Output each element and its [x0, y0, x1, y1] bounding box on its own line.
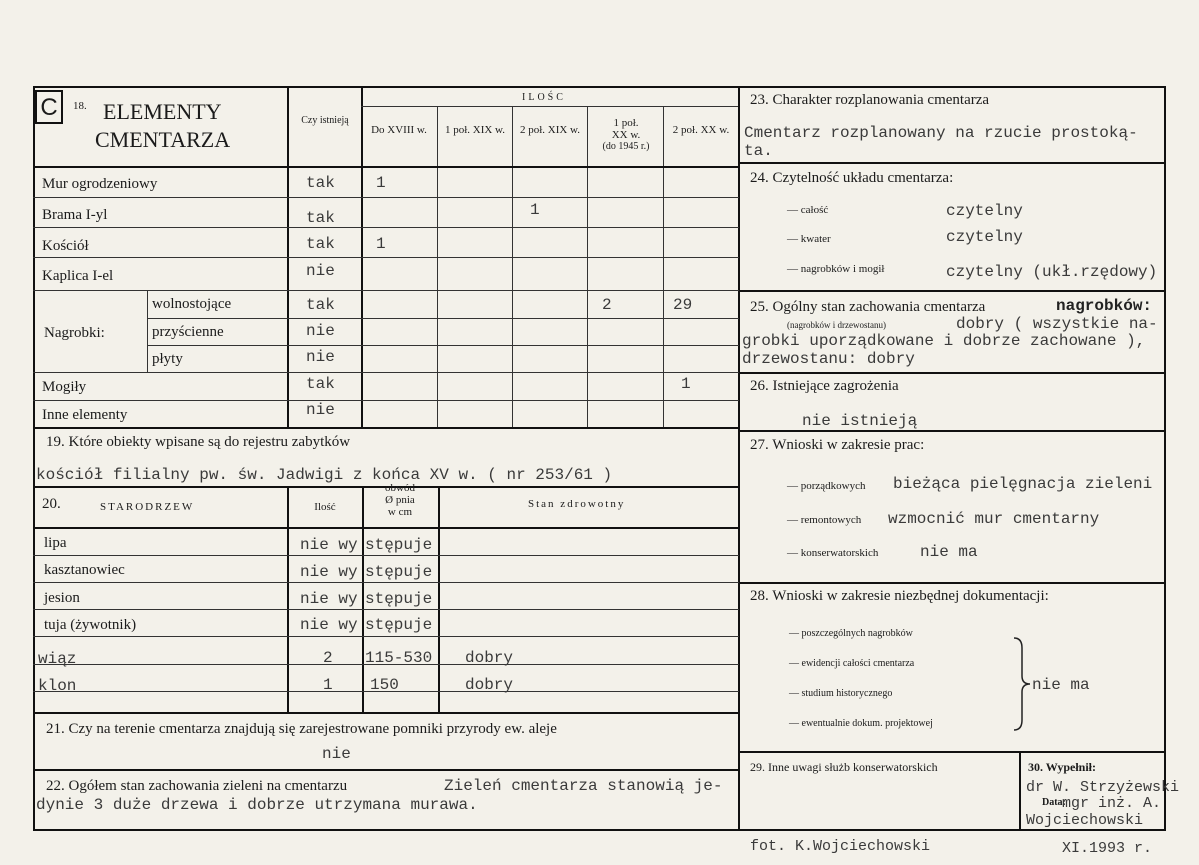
tree-name: wiąz	[38, 650, 77, 668]
q28-row: — ewidencji całości cmentarza	[789, 658, 915, 669]
header-pol20-2: 2 poł. XX w.	[672, 124, 730, 136]
mogily-label: Mogiły	[42, 379, 87, 395]
col-line-czy	[361, 88, 363, 428]
q27-row-label: — porządkowych	[787, 480, 866, 492]
q30-data-label: Data:	[1042, 797, 1066, 808]
tree-name: lipa	[44, 535, 67, 551]
frame-bottom	[33, 829, 1166, 831]
q30-data-value-2: Wojciechowski	[1026, 812, 1144, 829]
header-do18: Do XVIII w.	[371, 124, 427, 136]
ilosc-underline	[361, 106, 738, 107]
header-pol20-1b: XX w.	[611, 129, 641, 141]
frame-top	[33, 86, 1166, 88]
row-line	[33, 227, 739, 228]
q28-row: — studium historycznego	[789, 688, 893, 699]
q20-title: STARODRZEW	[100, 501, 195, 513]
header-czy: Czy istnieją	[301, 115, 349, 126]
element-label: Kościół	[42, 238, 89, 254]
q19-answer: kościół filialny pw. św. Jadwigi z końca XV w. ( nr 253/61 )	[36, 466, 613, 484]
col-line-3	[587, 106, 588, 428]
q27-row-label: — konserwatorskich	[787, 547, 879, 559]
tree-ilosc: nie wy	[300, 536, 358, 554]
nagrobki-c4: 2	[602, 296, 612, 314]
q24-row-label: — nagrobków i mogił	[787, 263, 885, 275]
tree-name: tuja (żywotnik)	[44, 617, 137, 633]
inne-label: Inne elementy	[42, 407, 128, 423]
q25-line-2: grobki uporządkowane i dobrze zachowane ),	[742, 332, 1146, 350]
q20-row-line	[33, 555, 739, 556]
nagrobki-divider	[147, 290, 148, 372]
element-exists: tak	[306, 235, 335, 253]
q20-h-cm: w cm	[387, 506, 413, 518]
section-c-letter: C	[40, 94, 58, 121]
q21-answer: nie	[322, 745, 351, 763]
q27-row-value: bieżąca pielęgnacja zieleni	[893, 475, 1153, 493]
q27-row-value: wzmocnić mur cmentarny	[888, 510, 1100, 528]
q25-bottom	[739, 372, 1166, 374]
q24-row-value: czytelny	[946, 228, 1023, 246]
q19-label: 19. Które obiekty wpisane są do rejestru zabytków	[46, 434, 351, 450]
q20-h-pnia: Ø pnia	[385, 494, 415, 506]
q29-label: 29. Inne uwagi służb konserwatorskich	[750, 760, 938, 774]
q21-bottom	[33, 769, 739, 771]
q24-bottom	[739, 290, 1166, 292]
mogily-c5: 1	[681, 375, 691, 393]
q25-sub: (nagrobków i drzewostanu)	[787, 320, 886, 330]
q20-row-line	[33, 636, 739, 637]
element-label: Brama I-yl	[42, 207, 108, 223]
row-line	[33, 197, 739, 198]
tree-ilosc: 1	[323, 676, 333, 694]
row-line	[147, 318, 739, 319]
q20-col-name	[287, 486, 289, 712]
q26-bottom	[739, 430, 1166, 432]
element-c3: 1	[530, 201, 540, 219]
q25-line-1: dobry ( wszystkie na-	[956, 315, 1158, 333]
tree-ilosc: nie wy	[300, 563, 358, 581]
q22-answer-2: dynie 3 duże drzewa i dobrze utrzymana murawa.	[36, 796, 478, 814]
q26-answer: nie istnieją	[802, 412, 918, 430]
q28-label: 28. Wnioski w zakresie niezbędnej dokumentacji:	[750, 588, 1049, 604]
col-line-2	[512, 106, 513, 428]
q20-bottom	[33, 712, 739, 714]
q23-answer-1: Cmentarz rozplanowany na rzucie prostoką-	[744, 124, 1138, 142]
q28-answer: nie ma	[1032, 676, 1090, 694]
q25-typed-head: nagrobków:	[1056, 297, 1153, 315]
q25-line-3: drzewostanu: dobry	[742, 350, 915, 368]
mogily-exists: tak	[306, 375, 335, 393]
tree-name: klon	[38, 677, 77, 695]
header-ilosc: ILOŚC	[522, 92, 566, 103]
q20-h-ilosc: Ilość	[314, 501, 336, 513]
row-line	[33, 257, 739, 258]
tree-obwod: stępuje	[365, 616, 433, 634]
tree-obwod: stępuje	[365, 590, 433, 608]
q26-label: 26. Istniejące zagrożenia	[750, 378, 899, 394]
row-line-19	[33, 427, 739, 429]
element-label: Kaplica I-el	[42, 268, 114, 284]
col-line-4	[663, 106, 664, 428]
row-line-header	[33, 166, 739, 168]
q30-data-value: mgr inż. A.	[1062, 795, 1162, 812]
nagrobki-exists: nie	[306, 348, 335, 366]
col-line-1	[437, 106, 438, 428]
section-18-title-2: CMENTARZA	[95, 127, 231, 152]
q29-q30-divider	[1019, 751, 1021, 831]
header-pol20-1a: 1 poł.	[613, 117, 639, 129]
element-c1: 1	[376, 174, 386, 192]
q24-row-label: — kwater	[787, 233, 831, 245]
row-line	[33, 290, 739, 291]
tree-ilosc: nie wy	[300, 616, 358, 634]
q30-label: 30. Wypełnił:	[1028, 760, 1097, 774]
tree-ilosc: nie wy	[300, 590, 358, 608]
q30-filled-by: dr W. Strzyżewski	[1026, 779, 1180, 796]
nagrobki-label: Nagrobki:	[44, 325, 105, 341]
q22-answer-1: Zieleń cmentarza stanowią je-	[444, 777, 723, 795]
tree-stan: dobry	[465, 649, 514, 667]
q24-row-value: czytelny	[946, 202, 1023, 220]
row-line	[33, 400, 739, 401]
footer-photo: fot. K.Wojciechowski	[750, 838, 931, 855]
q28-brace-icon	[1010, 636, 1032, 732]
nagrobki-row-label: płyty	[152, 351, 183, 367]
element-exists: tak	[306, 209, 335, 227]
tree-obwod: stępuje	[365, 536, 433, 554]
header-pol19-2: 2 poł. XIX w.	[519, 124, 581, 136]
q24-label: 24. Czytelność układu cmentarza:	[750, 170, 954, 186]
element-label: Mur ogrodzeniowy	[42, 176, 158, 192]
header-pol19-1: 1 poł. XIX w.	[444, 124, 506, 136]
row-line	[33, 372, 739, 373]
element-exists: tak	[306, 174, 335, 192]
q28-row: — ewentualnie dokum. projektowej	[789, 718, 933, 729]
section-18-title-1: ELEMENTY	[103, 99, 222, 124]
q20-row-line	[33, 582, 739, 583]
inne-exists: nie	[306, 401, 335, 419]
nagrobki-c5: 29	[673, 296, 693, 314]
q25-label: 25. Ogólny stan zachowania cmentarza	[750, 299, 986, 315]
q27-label: 27. Wnioski w zakresie prac:	[750, 437, 925, 453]
nagrobki-exists: tak	[306, 296, 335, 314]
q23-answer-2: ta.	[744, 142, 773, 160]
q20-number: 20.	[42, 496, 61, 512]
tree-obwod: stępuje	[365, 563, 433, 581]
q24-row-value: czytelny (ukł.rzędowy)	[946, 263, 1158, 281]
section-18-number: 18.	[73, 100, 87, 112]
nagrobki-exists: nie	[306, 322, 335, 340]
element-c1: 1	[376, 235, 386, 253]
frame-right	[1164, 86, 1166, 831]
tree-obwod: 150	[370, 676, 399, 694]
q24-row-label: — całość	[787, 204, 829, 216]
nagrobki-row-label: wolnostojące	[152, 296, 232, 312]
tree-name: jesion	[44, 590, 80, 606]
tree-stan: dobry	[465, 676, 514, 694]
q20-row-line	[33, 609, 739, 610]
q20-h-stan: Stan zdrowotny	[528, 498, 626, 510]
col-line-name	[287, 88, 289, 428]
element-exists: nie	[306, 262, 335, 280]
q28-bottom	[739, 751, 1166, 753]
q21-label: 21. Czy na terenie cmentarza znajdują się zarejestrowane pomniki przyrody ew. aleje	[46, 721, 557, 737]
q28-row: — poszczególnych nagrobków	[789, 628, 913, 639]
q23-bottom	[739, 162, 1166, 164]
tree-name: kasztanowiec	[44, 562, 125, 578]
q27-bottom	[739, 582, 1166, 584]
q20-col-ilosc	[362, 486, 364, 712]
section-c-box	[35, 90, 63, 124]
footer-date: XI.1993 r.	[1062, 840, 1153, 857]
q20-col-obwod	[438, 486, 440, 712]
q22-label: 22. Ogółem stan zachowania zieleni na cmentarzu	[46, 778, 348, 794]
tree-obwod: 115-530	[365, 649, 433, 667]
q20-header-bottom	[33, 527, 739, 529]
q20-h-obwod: obwód	[385, 482, 415, 494]
tree-ilosc: 2	[323, 649, 333, 667]
header-pol20-1c: (do 1945 r.)	[602, 141, 650, 152]
q27-row-value: nie ma	[920, 543, 978, 561]
q27-row-label: — remontowych	[787, 514, 862, 526]
q23-label: 23. Charakter rozplanowania cmentarza	[750, 92, 990, 108]
row-line	[147, 345, 739, 346]
nagrobki-row-label: przyścienne	[152, 324, 224, 340]
